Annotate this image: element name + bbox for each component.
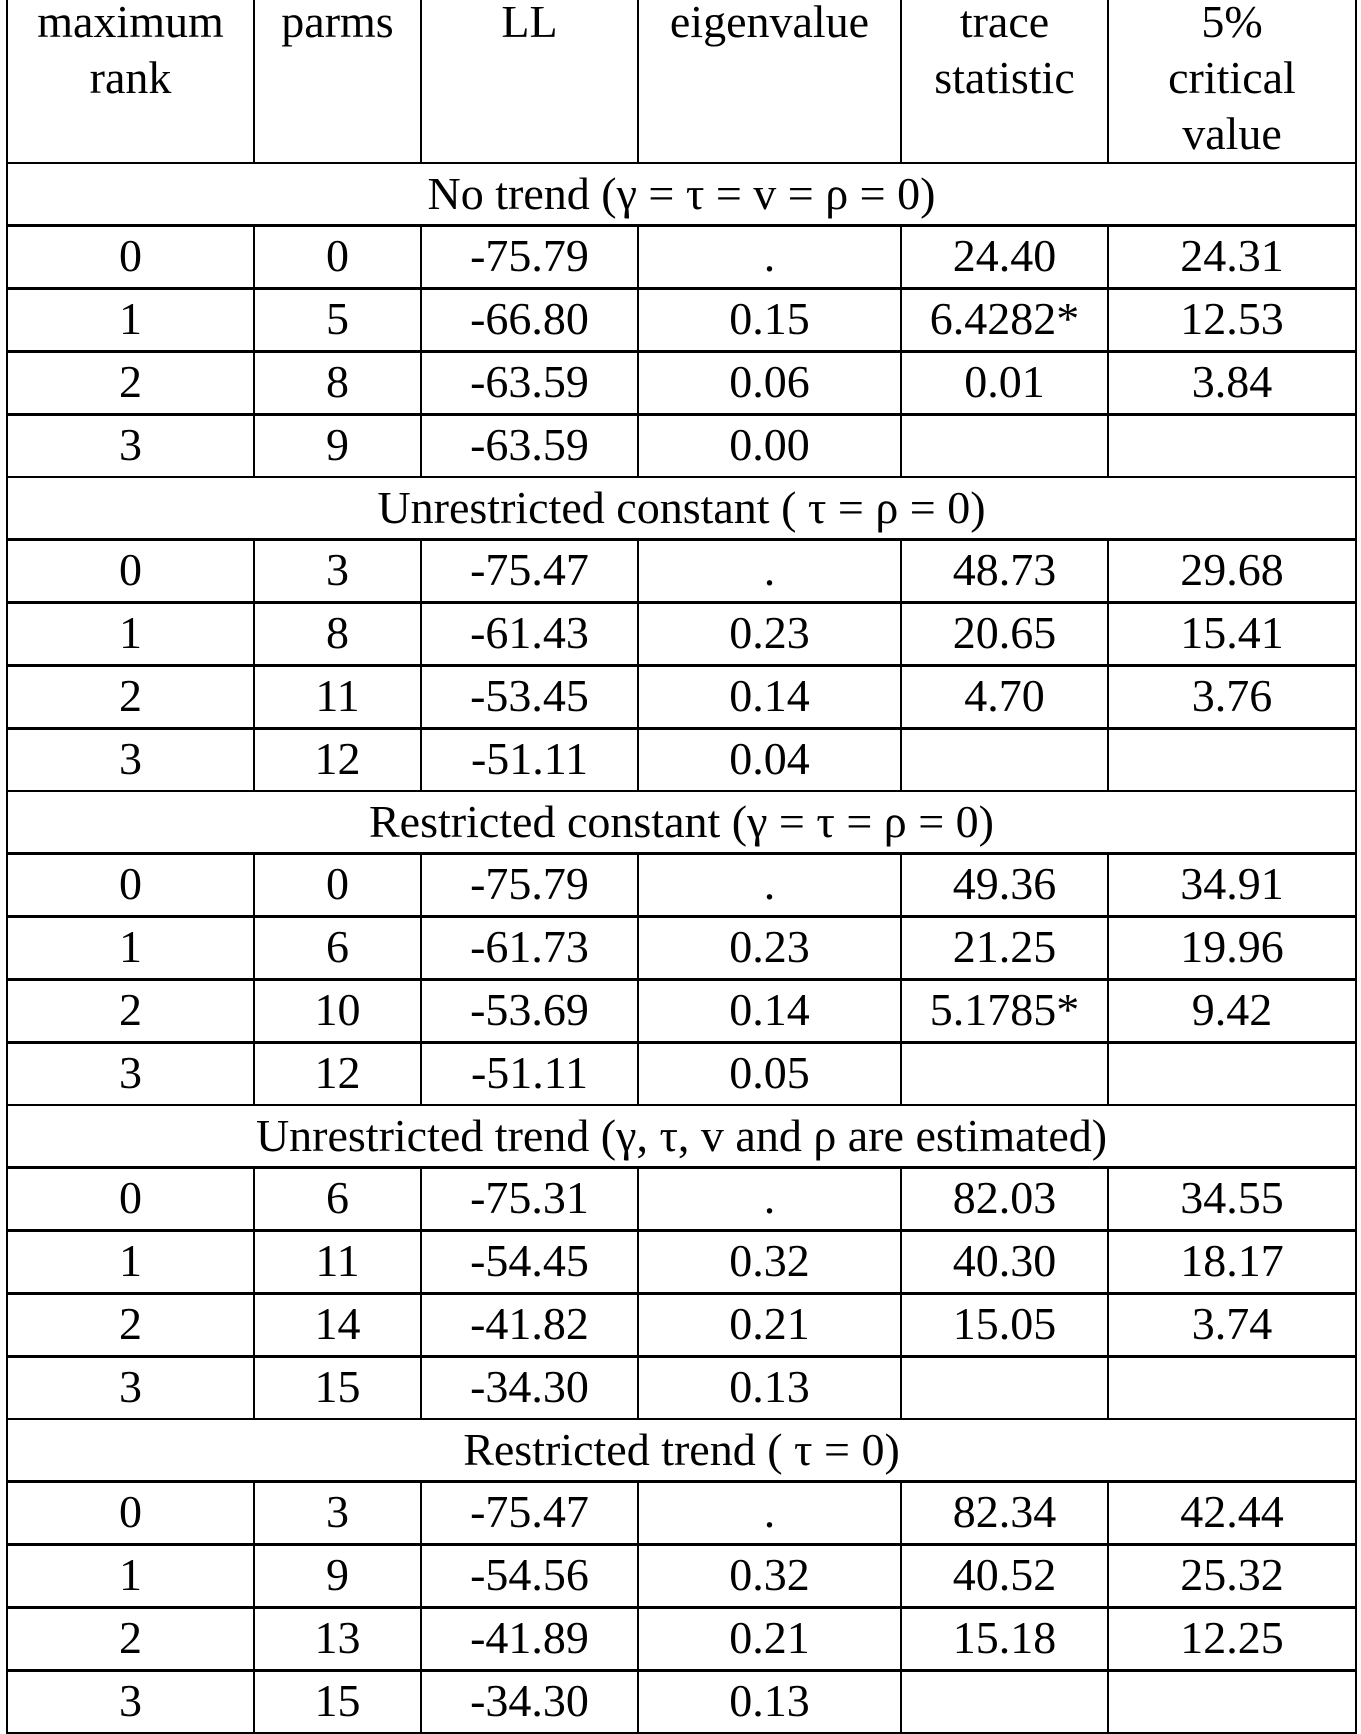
group-header-row [7,1105,1356,1168]
cell-eigenvalue: 0.32 [638,1545,901,1608]
table-row [7,917,1356,980]
header-maximum-rank: maximum rank [7,0,254,163]
cell-trace-statistic: 20.65 [901,603,1108,666]
group-header-row [7,477,1356,540]
group-title: Restricted constant (γ = τ = ρ = 0) [7,791,1356,854]
cell-parms: 5 [254,289,421,352]
cell-critical-value: 25.32 [1108,1545,1356,1608]
table-row [7,1043,1356,1106]
cell-eigenvalue: 0.06 [638,352,901,415]
cell-critical-value [1108,1357,1356,1420]
cell-maximum-rank: 1 [7,917,254,980]
cell-maximum-rank: 2 [7,666,254,729]
table-row [7,1671,1356,1734]
cell-ll: -54.45 [421,1231,638,1294]
cell-maximum-rank: 3 [7,415,254,478]
cell-eigenvalue: 0.00 [638,415,901,478]
cell-parms: 13 [254,1608,421,1671]
cell-ll: -75.79 [421,854,638,917]
cell-ll: -34.30 [421,1671,638,1734]
cell-critical-value: 34.55 [1108,1168,1356,1231]
cell-maximum-rank: 0 [7,1482,254,1545]
cell-eigenvalue: . [638,226,901,289]
table-row [7,603,1356,666]
cell-trace-statistic: 48.73 [901,540,1108,603]
cell-parms: 12 [254,1043,421,1106]
cell-critical-value: 19.96 [1108,917,1356,980]
cell-trace-statistic: 49.36 [901,854,1108,917]
cell-eigenvalue: . [638,1482,901,1545]
cell-eigenvalue: 0.21 [638,1294,901,1357]
cell-eigenvalue: 0.23 [638,917,901,980]
cell-parms: 9 [254,415,421,478]
cell-ll: -51.11 [421,729,638,792]
cell-trace-statistic: 21.25 [901,917,1108,980]
cell-eigenvalue: 0.05 [638,1043,901,1106]
cell-trace-statistic [901,1043,1108,1106]
cell-parms: 0 [254,854,421,917]
cell-trace-statistic: 82.03 [901,1168,1108,1231]
cell-maximum-rank: 1 [7,1545,254,1608]
cell-ll: -63.59 [421,352,638,415]
table-row [7,1482,1356,1545]
cell-critical-value: 42.44 [1108,1482,1356,1545]
header-ll: LL [421,0,638,163]
cell-trace-statistic: 15.05 [901,1294,1108,1357]
cell-ll: -61.73 [421,917,638,980]
table-row [7,415,1356,478]
cell-ll: -34.30 [421,1357,638,1420]
table-row [7,1545,1356,1608]
group-title: No trend (γ = τ = v = ρ = 0) [7,163,1356,226]
cell-maximum-rank: 2 [7,352,254,415]
cell-ll: -53.45 [421,666,638,729]
cell-ll: -53.69 [421,980,638,1043]
cell-parms: 8 [254,603,421,666]
cell-critical-value [1108,729,1356,792]
cell-critical-value: 12.53 [1108,289,1356,352]
table-row [7,1357,1356,1420]
cell-eigenvalue: 0.04 [638,729,901,792]
cell-maximum-rank: 3 [7,1671,254,1734]
group-title: Unrestricted constant ( τ = ρ = 0) [7,477,1356,540]
table-row [7,729,1356,792]
cell-parms: 15 [254,1671,421,1734]
cell-trace-statistic [901,1357,1108,1420]
cell-ll: -54.56 [421,1545,638,1608]
table-row [7,854,1356,917]
cell-trace-statistic: 0.01 [901,352,1108,415]
cell-maximum-rank: 1 [7,1231,254,1294]
cell-ll: -41.82 [421,1294,638,1357]
cell-parms: 3 [254,540,421,603]
header-row [7,0,1356,163]
cell-critical-value: 34.91 [1108,854,1356,917]
table-row [7,1168,1356,1231]
cell-critical-value: 12.25 [1108,1608,1356,1671]
cell-parms: 6 [254,917,421,980]
cell-ll: -61.43 [421,603,638,666]
cell-parms: 11 [254,666,421,729]
cell-eigenvalue: 0.14 [638,980,901,1043]
cell-eigenvalue: 0.21 [638,1608,901,1671]
cell-parms: 0 [254,226,421,289]
cell-ll: -66.80 [421,289,638,352]
cell-critical-value: 9.42 [1108,980,1356,1043]
group-title: Unrestricted trend (γ, τ, v and ρ are estimated) [7,1105,1356,1168]
header-critical-value: 5% critical value [1108,0,1356,163]
cell-maximum-rank: 1 [7,289,254,352]
table-row [7,1608,1356,1671]
group-header-row [7,1419,1356,1482]
cell-maximum-rank: 0 [7,226,254,289]
cell-ll: -75.31 [421,1168,638,1231]
table-row [7,666,1356,729]
cell-eigenvalue: 0.23 [638,603,901,666]
cell-eigenvalue: 0.13 [638,1357,901,1420]
cell-eigenvalue: 0.14 [638,666,901,729]
cell-trace-statistic: 40.52 [901,1545,1108,1608]
group-header-row [7,163,1356,226]
cell-critical-value [1108,415,1356,478]
header-parms: parms [254,0,421,163]
cell-parms: 15 [254,1357,421,1420]
group-title: Restricted trend ( τ = 0) [7,1419,1356,1482]
cell-trace-statistic [901,415,1108,478]
cell-eigenvalue: . [638,540,901,603]
header-eigenvalue: eigenvalue [638,0,901,163]
cell-parms: 12 [254,729,421,792]
table-row [7,352,1356,415]
cell-ll: -41.89 [421,1608,638,1671]
header-trace-statistic: trace statistic [901,0,1108,163]
cell-trace-statistic: 82.34 [901,1482,1108,1545]
cell-maximum-rank: 3 [7,1043,254,1106]
cell-ll: -51.11 [421,1043,638,1106]
cell-parms: 11 [254,1231,421,1294]
cell-eigenvalue: . [638,854,901,917]
group-header-row [7,791,1356,854]
cell-maximum-rank: 0 [7,854,254,917]
cell-trace-statistic: 6.4282* [901,289,1108,352]
table-row [7,980,1356,1043]
cell-critical-value [1108,1043,1356,1106]
cell-maximum-rank: 2 [7,1608,254,1671]
cell-ll: -63.59 [421,415,638,478]
cell-parms: 14 [254,1294,421,1357]
table-row [7,289,1356,352]
cell-parms: 9 [254,1545,421,1608]
cell-parms: 8 [254,352,421,415]
cell-maximum-rank: 0 [7,540,254,603]
table-row [7,1294,1356,1357]
cell-critical-value: 29.68 [1108,540,1356,603]
cell-trace-statistic [901,729,1108,792]
cell-maximum-rank: 1 [7,603,254,666]
table-body [7,163,1356,1733]
cell-critical-value: 15.41 [1108,603,1356,666]
cell-parms: 10 [254,980,421,1043]
cell-trace-statistic: 4.70 [901,666,1108,729]
cell-parms: 3 [254,1482,421,1545]
cell-eigenvalue: 0.32 [638,1231,901,1294]
cell-ll: -75.79 [421,226,638,289]
cell-critical-value: 18.17 [1108,1231,1356,1294]
cell-critical-value: 3.84 [1108,352,1356,415]
cell-parms: 6 [254,1168,421,1231]
table-row [7,540,1356,603]
cell-maximum-rank: 0 [7,1168,254,1231]
cell-eigenvalue: 0.15 [638,289,901,352]
cell-maximum-rank: 3 [7,1357,254,1420]
cell-critical-value: 24.31 [1108,226,1356,289]
cell-trace-statistic: 5.1785* [901,980,1108,1043]
cell-eigenvalue: 0.13 [638,1671,901,1734]
cell-eigenvalue: . [638,1168,901,1231]
table-row [7,1231,1356,1294]
cell-trace-statistic [901,1671,1108,1734]
cell-ll: -75.47 [421,1482,638,1545]
cell-critical-value: 3.74 [1108,1294,1356,1357]
cell-ll: -75.47 [421,540,638,603]
cell-critical-value [1108,1671,1356,1734]
cell-trace-statistic: 15.18 [901,1608,1108,1671]
cell-maximum-rank: 2 [7,980,254,1043]
cell-trace-statistic: 40.30 [901,1231,1108,1294]
cell-maximum-rank: 3 [7,729,254,792]
cell-maximum-rank: 2 [7,1294,254,1357]
cell-critical-value: 3.76 [1108,666,1356,729]
cell-trace-statistic: 24.40 [901,226,1108,289]
cointegration-rank-table [6,0,1357,1734]
table-row [7,226,1356,289]
